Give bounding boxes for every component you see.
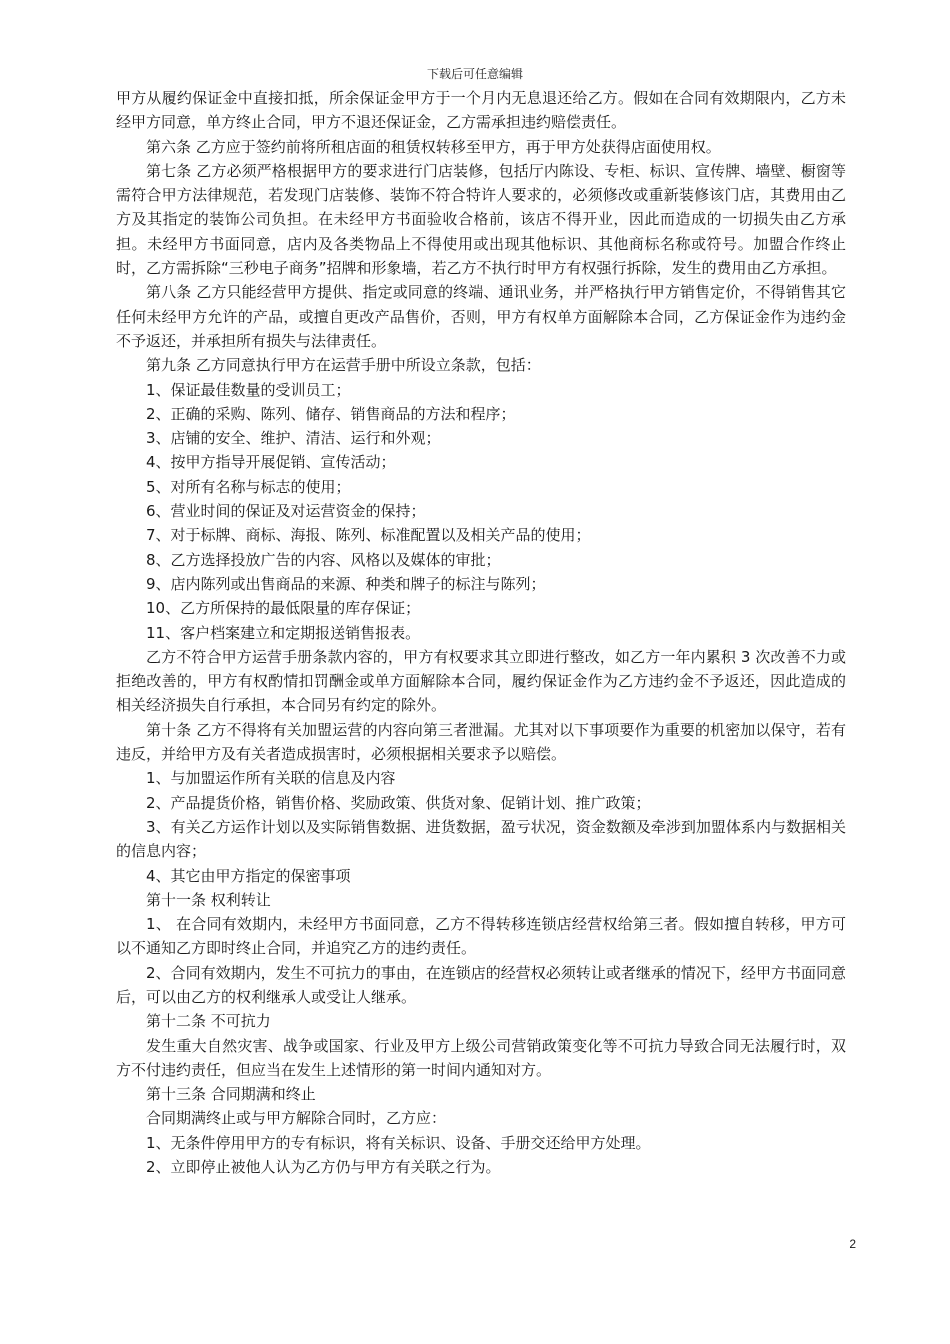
paragraph: 1、 在合同有效期内，未经甲方书面同意，乙方不得转移连锁店经营权给第三者。假如擅自转移，甲方可以不通知乙方即时终止合同，并追究乙方的违约责任。 — [116, 915, 846, 958]
page-header: 下载后可任意编辑 — [426, 67, 523, 81]
paragraph: 9、店内陈列或出售商品的来源、种类和牌子的标注与陈列； — [146, 574, 546, 593]
paragraph: 第七条 乙方必须严格根据甲方的要求进行门店装修，包括厅内陈设、专柜、标识、宣传牌、墙壁、橱窗等需符合甲方法律规范，若发现门店装修、装饰不符合特许人要求的，必须修改或重新装修该门店，其费用由乙方及其指定的装饰公司负担。在未经甲方书面验收合格前，该店不得开业，因此而造成的一切损失由乙方承担。未经甲方书面同意，店内及各类物品上不得使用或出现其他标识、其他商标名称或符号。加盟合作终止时，乙方需拆除“三秒电子商务”招牌和形象墙，若乙方不执行时甲方有权强行拆除，发生的费用由乙方承担。 — [116, 161, 846, 278]
paragraph: 11、客户档案建立和定期报送销售报表。 — [146, 623, 421, 642]
paragraph: 第十三条 合同期满和终止 — [146, 1085, 316, 1104]
paragraph: 6、营业时间的保证及对运营资金的保持； — [146, 502, 426, 521]
paragraph: 4、按甲方指导开展促销、宣传活动； — [146, 453, 396, 472]
paragraph: 第十二条 不可抗力 — [146, 1012, 271, 1031]
paragraph: 3、店铺的安全、维护、清洁、运行和外观； — [146, 429, 441, 448]
paragraph: 1、保证最佳数量的受训员工； — [146, 380, 351, 399]
paragraph: 10、乙方所保持的最低限量的库存保证； — [146, 599, 421, 618]
paragraph: 2、正确的采购、陈列、储存、销售商品的方法和程序； — [146, 404, 516, 423]
paragraph: 3、有关乙方运作计划以及实际销售数据、进货数据，盈亏状况，资金数额及牵涉到加盟体系内与数据相关的信息内容； — [116, 817, 846, 861]
paragraph: 甲方从履约保证金中直接扣抵，所余保证金甲方于一个月内无息退还给乙方。假如在合同有效期限内，乙方未经甲方同意，单方终止合同，甲方不退还保证金，乙方需承担违约赔偿责任。 — [116, 89, 846, 132]
paragraph: 1、无条件停用甲方的专有标识，将有关标识、设备、手册交还给甲方处理。 — [146, 1133, 651, 1152]
paragraph: 第十一条 权利转让 — [146, 890, 271, 909]
paragraph: 1、与加盟运作所有关联的信息及内容 — [146, 769, 396, 788]
document-body — [116, 86, 846, 1179]
paragraph: 第八条 乙方只能经营甲方提供、指定或同意的终端、通讯业务，并严格执行甲方销售定价，不得销售其它任何未经甲方允许的产品，或擅自更改产品售价，否则，甲方有权单方面解除本合同，乙方保证金作为违约金不予返还，并承担所有损失与法律责任。 — [116, 283, 846, 350]
paragraph: 第十条 乙方不得将有关加盟运营的内容向第三者泄漏。尤其对以下事项要作为重要的机密加以保守，若有违反，并给甲方及有关者造成损害时，必须根据相关要求予以赔偿。 — [116, 720, 846, 764]
paragraph: 第九条 乙方同意执行甲方在运营手册中所设立条款，包括： — [146, 356, 541, 375]
paragraph: 第六条 乙方应于签约前将所租店面的租赁权转移至甲方，再于甲方处获得店面使用权。 — [146, 137, 721, 156]
paragraph: 乙方不符合甲方运营手册条款内容的，甲方有权要求其立即进行整改，如乙方一年内累积 3 次改善不力或拒绝改善的，甲方有权酌情扣罚酬金或单方面解除本合同，履约保证金作为乙方违约金不予返还，因此造成的相关经济损失自行承担，本合同另有约定的除外。 — [116, 647, 846, 715]
paragraph: 合同期满终止或与甲方解除合同时，乙方应： — [146, 1109, 447, 1128]
paragraph: 8、乙方选择投放广告的内容、风格以及媒体的审批； — [146, 550, 501, 569]
paragraph: 2、立即停止被他人认为乙方仍与甲方有关联之行为。 — [146, 1158, 501, 1177]
paragraph: 发生重大自然灾害、战争或国家、行业及甲方上级公司营销政策变化等不可抗力导致合同无法履行时，双方不付违约责任，但应当在发生上述情形的第一时间内通知对方。 — [116, 1036, 846, 1079]
paragraph: 4、其它由甲方指定的保密事项 — [146, 866, 351, 885]
paragraph: 2、产品提货价格，销售价格、奖励政策、供货对象、促销计划、推广政策； — [146, 793, 651, 812]
paragraph: 5、对所有名称与标志的使用； — [146, 477, 351, 496]
paragraph: 2、合同有效期内，发生不可抗力的事由，在连锁店的经营权必须转让或者继承的情况下，经甲方书面同意后，可以由乙方的权利继承人或受让人继承。 — [116, 963, 846, 1006]
page-number: 2 — [849, 1237, 856, 1251]
paragraph: 7、对于标牌、商标、海报、陈列、标准配置以及相关产品的使用； — [146, 526, 591, 545]
